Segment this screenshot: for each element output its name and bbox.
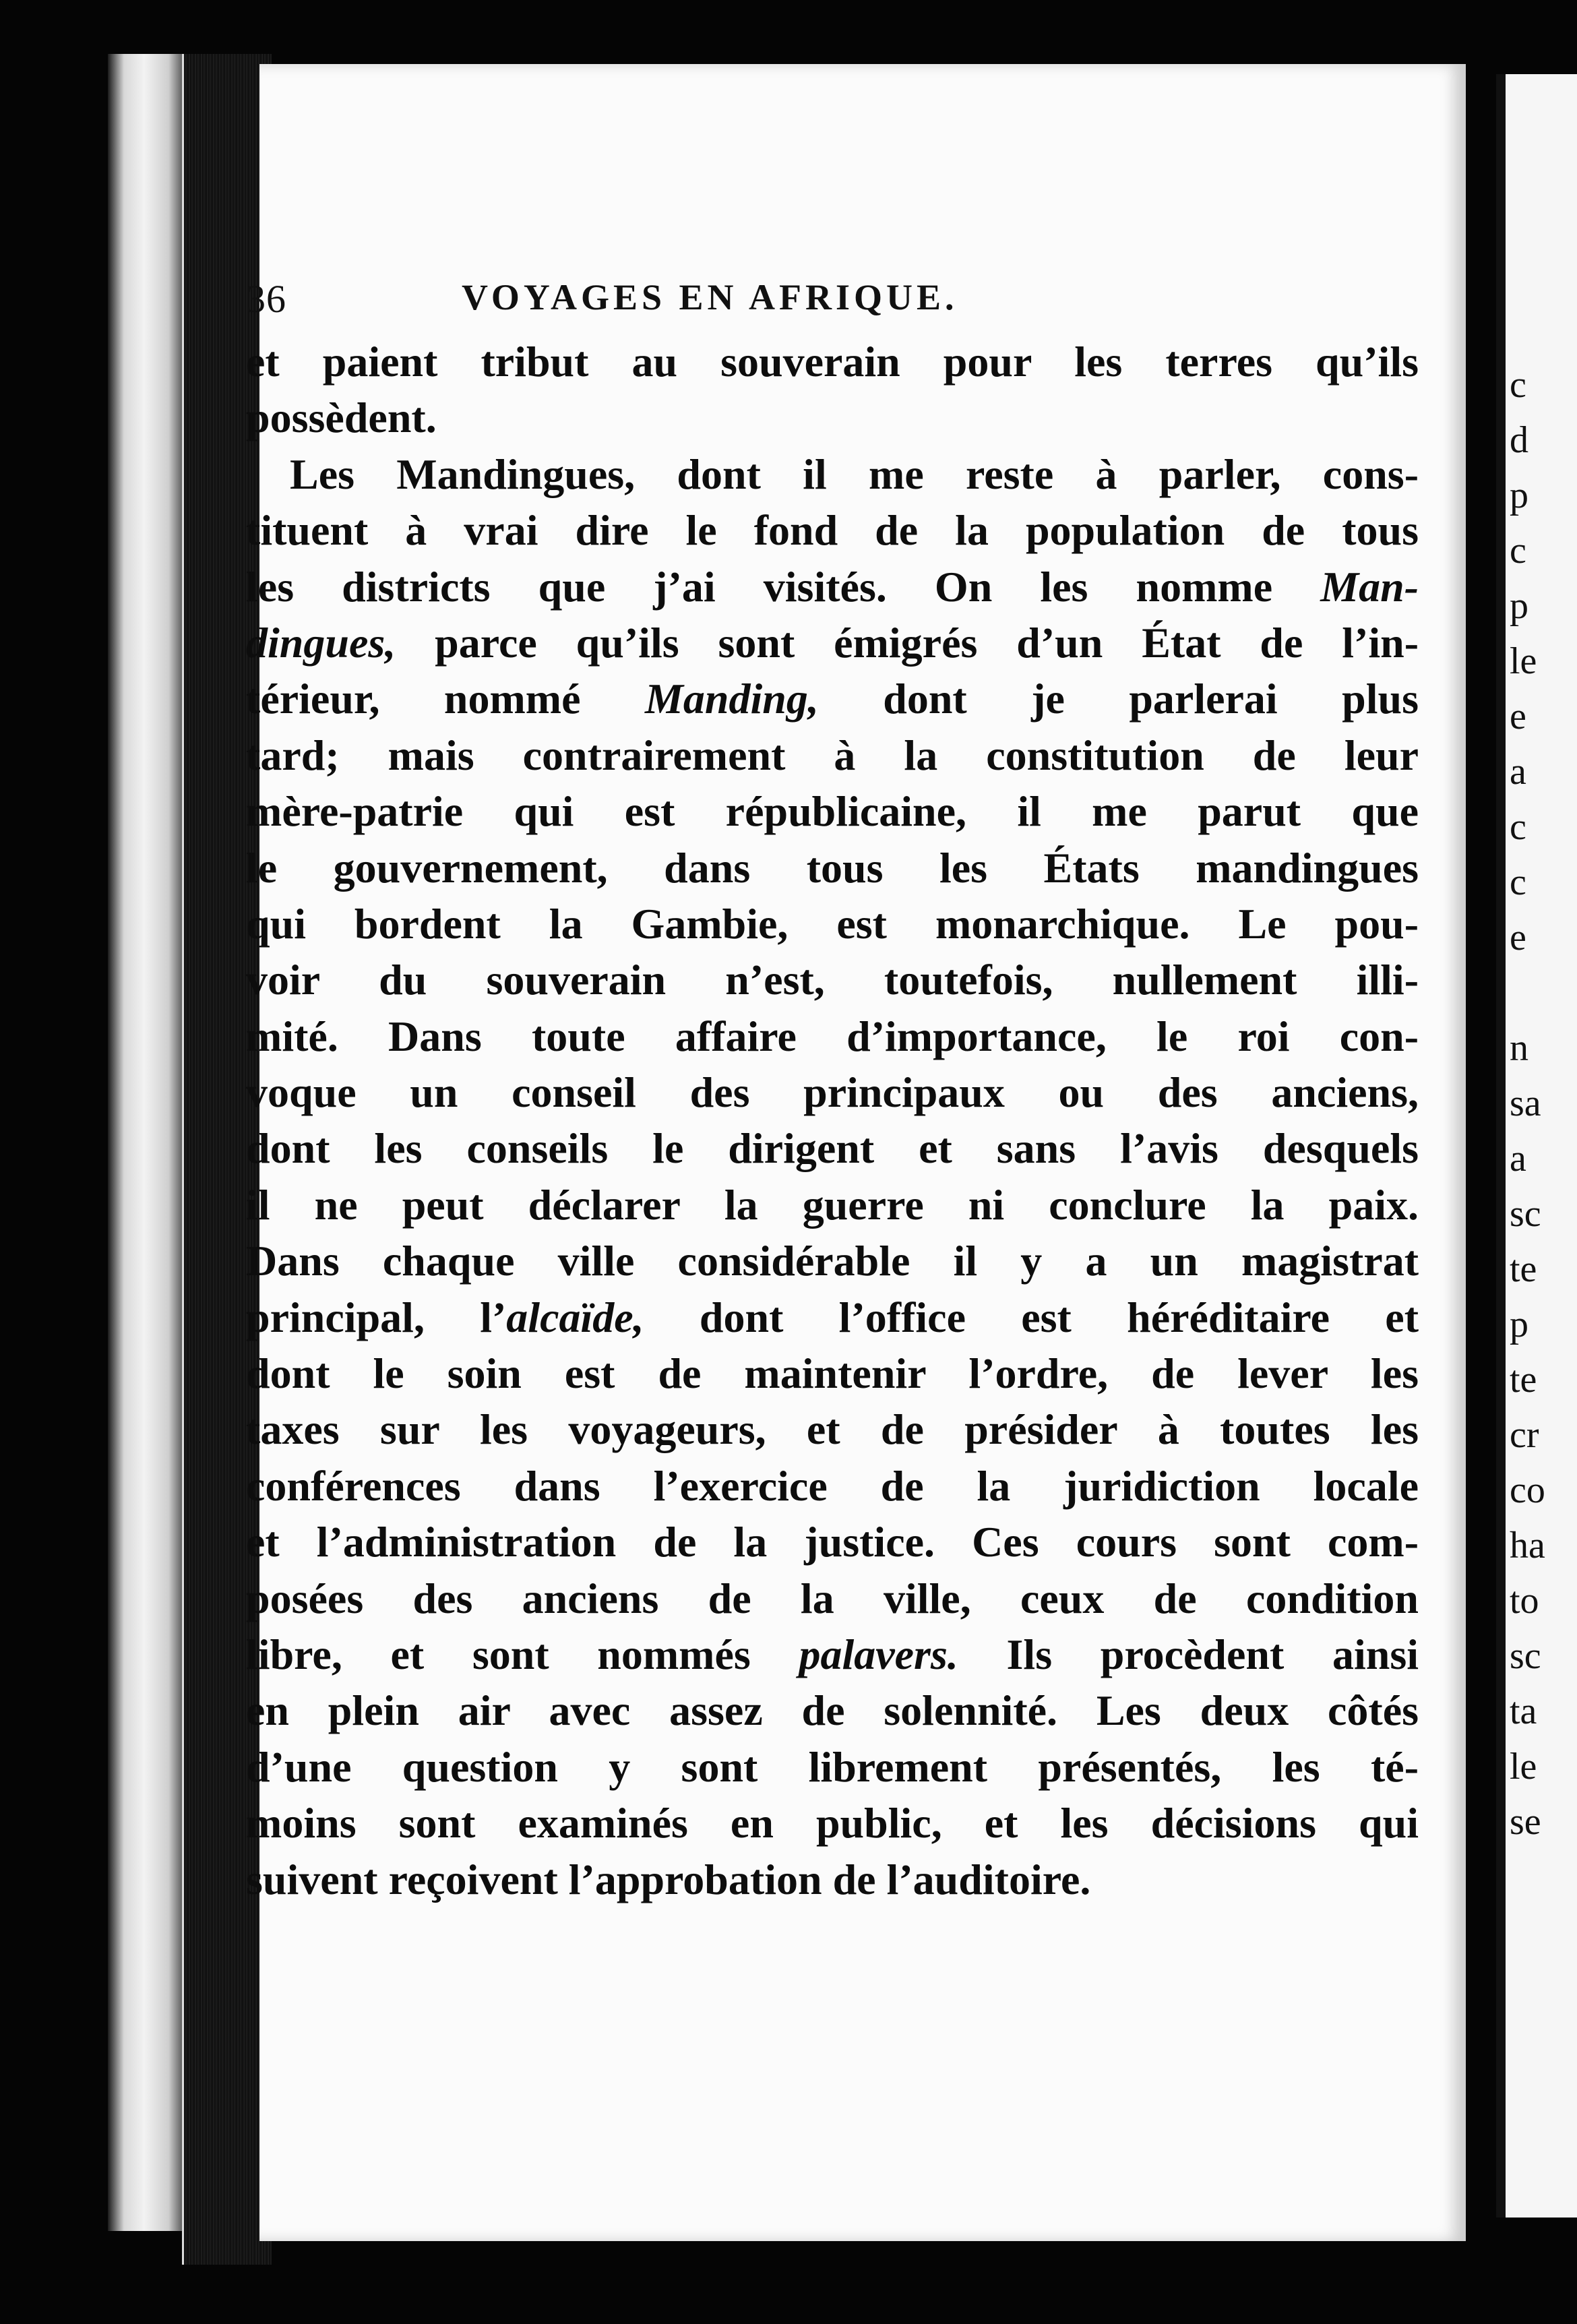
text-run: suivent reçoivent l’approbation de l’auditoire.: [246, 1855, 1091, 1903]
next-page-fragment: ta: [1510, 1690, 1537, 1732]
next-page-fragment: e: [1510, 696, 1526, 737]
next-page-fragment: c: [1510, 861, 1526, 903]
text-run: principal, l’: [246, 1293, 507, 1341]
body-text: [246, 334, 1419, 1907]
text-run: et l’administration de la justice. Ces cours sont com-: [246, 1518, 1419, 1566]
next-page-fragment: sc: [1510, 1193, 1541, 1235]
text-line: [246, 1514, 1419, 1570]
text-line: [246, 727, 1419, 783]
text-run: possèdent.: [246, 394, 437, 442]
text-run: mère-patrie qui est républicaine, il me parut que: [246, 787, 1419, 836]
next-page-letters: [1510, 357, 1577, 1849]
next-page-fragment: n: [1510, 1027, 1528, 1069]
text-line: [246, 1289, 1419, 1345]
next-page-fragment: d: [1510, 419, 1528, 461]
text-line: [246, 334, 1419, 390]
text-run: dont le soin est de maintenir l’ordre, de lever les: [246, 1349, 1419, 1398]
italic-term: palavers.: [799, 1630, 958, 1678]
text-run: tard; mais contrairement à la constitution de leur: [246, 731, 1419, 779]
next-page-fragment: cr: [1510, 1414, 1539, 1456]
text-run: et paient tribut au souverain pour les terres qu’ils: [246, 338, 1419, 386]
text-line: [246, 1795, 1419, 1851]
text-run: Dans chaque ville considérable il y a un magistrat: [246, 1237, 1419, 1285]
next-page-fragment: p: [1510, 585, 1528, 627]
text-run: conférences dans l’exercice de la juridiction locale: [246, 1461, 1419, 1510]
text-run: mité. Dans toute affaire d’importance, le roi con-: [246, 1012, 1419, 1060]
text-run: taxes sur les voyageurs, et de présider à toutes les: [246, 1405, 1419, 1454]
text-line: [246, 1570, 1419, 1626]
text-run: voque un conseil des principaux ou des anciens,: [246, 1068, 1419, 1117]
next-page-fragment: sc: [1510, 1635, 1541, 1677]
text-line: [246, 1177, 1419, 1233]
header-title: VOYAGES EN AFRIQUE.: [462, 277, 958, 317]
next-page-edge: [1496, 74, 1577, 2218]
text-line: [246, 559, 1419, 615]
text-line: [246, 952, 1419, 1008]
text-run: tituent à vrai dire le fond de la population de tous: [246, 506, 1419, 555]
next-page-fragment: e: [1510, 917, 1526, 958]
text-line: [246, 783, 1419, 839]
text-run: Les Mandingues, dont il me reste à parler, cons-: [290, 450, 1419, 498]
text-run: en plein air avec assez de solennité. Les deux côtés: [246, 1686, 1419, 1735]
text-line: [246, 1852, 1419, 1907]
page-number: 36: [246, 277, 286, 321]
text-line: [246, 1345, 1419, 1401]
next-page-fragment: a: [1510, 751, 1526, 793]
next-page-fragment: ha: [1510, 1525, 1545, 1566]
text-line: [246, 671, 1419, 727]
text-line: [246, 896, 1419, 952]
text-run: parce qu’ils sont émigrés d’un État de l’in-: [396, 618, 1419, 667]
next-page-fragment: sa: [1510, 1082, 1541, 1124]
next-page-fragment: p: [1510, 475, 1528, 516]
next-page-fragment: [1510, 965, 1577, 1020]
text-line: [246, 1120, 1419, 1176]
text-run: dont les conseils le dirigent et sans l’avis desquels: [246, 1124, 1419, 1173]
text-line: [246, 1458, 1419, 1514]
text-run: térieur, nommé: [246, 675, 645, 723]
text-line: [246, 1008, 1419, 1064]
next-page-fragment: se: [1510, 1801, 1541, 1843]
next-page-fragment: co: [1510, 1469, 1545, 1511]
next-page-fragment: to: [1510, 1580, 1539, 1622]
text-line: [246, 1739, 1419, 1795]
text-line: [246, 1626, 1419, 1682]
next-page-fragment: c: [1510, 530, 1526, 572]
running-head: [246, 276, 1196, 330]
text-line: [246, 615, 1419, 671]
text-line: [246, 1233, 1419, 1289]
next-page-fragment: te: [1510, 1248, 1537, 1290]
next-page-fragment: a: [1510, 1138, 1526, 1180]
next-page-fragment: le: [1510, 1746, 1537, 1787]
italic-term: dingues,: [246, 618, 396, 667]
next-page-fragment: c: [1510, 364, 1526, 406]
next-page-fragment: le: [1510, 640, 1537, 682]
text-line: [246, 390, 1419, 446]
italic-term: Man-: [1320, 562, 1419, 611]
text-run: Ils procèdent ainsi: [958, 1630, 1419, 1678]
italic-term: Manding,: [644, 675, 819, 723]
text-line: [246, 1064, 1419, 1120]
text-line: [246, 502, 1419, 558]
text-run: voir du souverain n’est, toutefois, nullement illi-: [246, 956, 1419, 1004]
next-page-fragment: c: [1510, 806, 1526, 848]
text-run: dont l’office est héréditaire et: [644, 1293, 1419, 1341]
text-line: [246, 446, 1419, 502]
text-run: moins sont examinés en public, et les décisions qui: [246, 1799, 1419, 1847]
text-run: posées des anciens de la ville, ceux de condition: [246, 1574, 1419, 1622]
text-run: il ne peut déclarer la guerre ni conclure la paix.: [246, 1180, 1419, 1229]
text-line: [246, 1682, 1419, 1738]
text-run: les districts que j’ai visités. On les nomme: [246, 562, 1321, 611]
italic-term: alcaïde,: [506, 1293, 644, 1341]
text-run: d’une question y sont librement présentés, les té-: [246, 1742, 1419, 1791]
book-edge: [108, 54, 189, 2231]
text-run: dont je parlerai plus: [818, 675, 1419, 723]
text-run: libre, et sont nommés: [246, 1630, 799, 1678]
next-page-fragment: p: [1510, 1304, 1528, 1345]
text-line: [246, 840, 1419, 896]
next-page-fragment: te: [1510, 1359, 1537, 1401]
text-run: le gouvernement, dans tous les États mandingues: [246, 843, 1419, 892]
text-run: qui bordent la Gambie, est monarchique. Le pou-: [246, 899, 1419, 948]
text-line: [246, 1401, 1419, 1457]
